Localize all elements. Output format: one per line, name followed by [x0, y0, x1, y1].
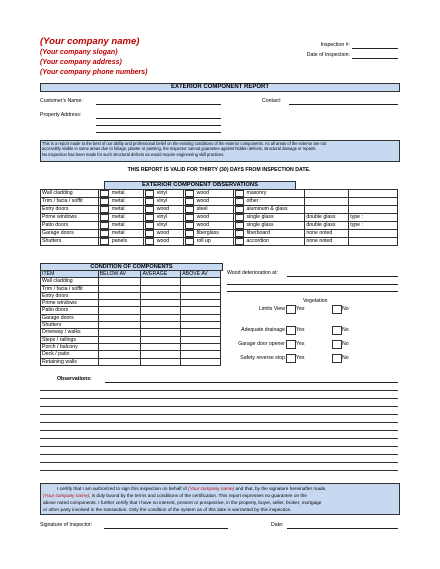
- option-label: double glass: [306, 222, 336, 229]
- option-label: metal: [111, 214, 125, 221]
- condition-below-cell[interactable]: [98, 329, 141, 336]
- observation-row: [41, 206, 398, 214]
- observation-option: [233, 214, 305, 222]
- option-checkbox[interactable]: [145, 198, 154, 205]
- observation-option: [233, 206, 305, 214]
- observations-line[interactable]: [40, 398, 398, 399]
- observation-option: [305, 238, 349, 246]
- condition-below-cell[interactable]: [98, 343, 141, 350]
- observation-option: [98, 222, 143, 230]
- option-checkbox[interactable]: [185, 238, 194, 245]
- condition-average-cell[interactable]: [141, 336, 181, 343]
- observation-option: [349, 230, 398, 238]
- option-label: wood: [156, 238, 170, 245]
- condition-below-cell[interactable]: [98, 351, 141, 358]
- condition-item: Prime windows: [41, 300, 99, 307]
- option-label: fiberboard: [246, 230, 270, 237]
- inspection-number-label: Inspection #:: [320, 42, 350, 48]
- option-checkbox[interactable]: [235, 214, 244, 221]
- no-label: No: [342, 355, 349, 361]
- option-label: vinyl: [156, 198, 168, 205]
- observation-option: [305, 198, 349, 206]
- observation-option: [233, 222, 305, 230]
- certification-text: or other party involved in the transaction. Only the condition of the system as of this date is warranted by this inspection.: [43, 507, 292, 512]
- observation-option: [143, 214, 183, 222]
- option-label: metal: [111, 206, 125, 213]
- option-checkbox[interactable]: [100, 238, 109, 245]
- no-label: No: [342, 327, 349, 333]
- observation-option: [183, 198, 233, 206]
- option-label: single glass: [246, 214, 274, 221]
- limits-view-yes-checkbox[interactable]: [286, 305, 296, 314]
- option-checkbox[interactable]: [145, 190, 154, 197]
- observation-option: [183, 190, 233, 198]
- condition-header-average: AVERAGE: [141, 271, 181, 278]
- company-name: (Your company name): [40, 36, 140, 47]
- wood-deterioration-line-3[interactable]: [227, 291, 398, 292]
- observations-line[interactable]: [40, 422, 398, 423]
- observation-option: [143, 206, 183, 214]
- option-checkbox[interactable]: [100, 206, 109, 213]
- observations-table: [40, 189, 398, 246]
- limits-view-no-checkbox[interactable]: [332, 305, 342, 314]
- condition-above-cell[interactable]: [181, 314, 221, 321]
- observation-item: Patio doors: [41, 222, 99, 230]
- option-checkbox[interactable]: [145, 230, 154, 237]
- option-label: other :: [246, 198, 262, 205]
- condition-item: Garage doors: [41, 314, 99, 321]
- condition-item: Porch / balcony: [41, 343, 99, 350]
- certification-text: and that, by the signature hereinafter made,: [235, 486, 327, 491]
- observations-line[interactable]: [40, 462, 398, 463]
- option-checkbox[interactable]: [185, 222, 194, 229]
- observation-option: [349, 238, 398, 246]
- condition-row: [41, 343, 221, 350]
- option-label: none noted: [306, 230, 333, 237]
- yes-label: Yes: [296, 341, 305, 347]
- option-label: panels: [111, 238, 128, 245]
- option-label: wood: [196, 198, 210, 205]
- observation-option: [98, 238, 143, 246]
- observation-row: [41, 214, 398, 222]
- condition-above-cell[interactable]: [181, 292, 221, 299]
- condition-below-cell[interactable]: [98, 300, 141, 307]
- observation-row: [41, 190, 398, 198]
- certification-company-ref: (Your company name): [188, 486, 235, 491]
- drainage-no-checkbox[interactable]: [332, 326, 342, 335]
- observation-row: [41, 222, 398, 230]
- condition-average-cell[interactable]: [141, 285, 181, 292]
- condition-row: [41, 358, 221, 365]
- condition-below-cell[interactable]: [98, 358, 141, 365]
- option-checkbox[interactable]: [235, 230, 244, 237]
- observation-option: [183, 214, 233, 222]
- vegetation-label: Vegetation: [303, 298, 328, 304]
- condition-above-cell[interactable]: [181, 285, 221, 292]
- certification-box: [40, 483, 400, 515]
- condition-item: Wall cladding: [41, 278, 99, 285]
- option-label: metal: [111, 230, 125, 237]
- disclaimer-line: accessibly visible in some areas due to foliage, plaster or painting, the Inspector cannot guarantee against hidden defects, structural damage or repairs.: [42, 146, 317, 152]
- observation-item: Prime windows: [41, 214, 99, 222]
- option-checkbox[interactable]: [185, 230, 194, 237]
- yes-label: Yes: [296, 306, 305, 312]
- condition-row: [41, 278, 221, 285]
- condition-average-cell[interactable]: [141, 358, 181, 365]
- property-address-line-3[interactable]: [96, 132, 221, 133]
- adequate-drainage-label: Adequate drainage: [241, 327, 285, 333]
- option-label: vinyl: [156, 222, 168, 229]
- condition-average-cell[interactable]: [141, 300, 181, 307]
- observation-option: [98, 214, 143, 222]
- observation-option: [98, 230, 143, 238]
- condition-item: Trim / facia / soffit: [41, 285, 99, 292]
- option-checkbox[interactable]: [145, 206, 154, 213]
- condition-row: [41, 285, 221, 292]
- condition-below-cell[interactable]: [98, 336, 141, 343]
- condition-below-cell[interactable]: [98, 278, 141, 285]
- option-checkbox[interactable]: [235, 222, 244, 229]
- observation-option: [349, 206, 398, 214]
- option-label: none noted: [306, 238, 333, 245]
- disclaimer-line: No inspection has been made for such structural defects as would require engineering skill practices.: [42, 151, 225, 157]
- observation-option: [349, 214, 398, 222]
- observation-option: [143, 190, 183, 198]
- inspection-number-field[interactable]: [352, 48, 398, 49]
- option-checkbox[interactable]: [235, 238, 244, 245]
- wood-deterioration-line-2[interactable]: [227, 284, 398, 285]
- observation-option: [183, 230, 233, 238]
- observations-field[interactable]: [105, 382, 398, 383]
- option-label: metal: [111, 198, 125, 205]
- condition-header-item: ITEM: [41, 271, 99, 278]
- option-checkbox[interactable]: [100, 230, 109, 237]
- signature-date-label: Date:: [271, 522, 284, 528]
- condition-row: [41, 292, 221, 299]
- observations-line[interactable]: [40, 414, 398, 415]
- observation-option: [233, 230, 305, 238]
- observation-item: Shutters: [41, 238, 99, 246]
- no-label: No: [342, 306, 349, 312]
- condition-average-cell[interactable]: [141, 343, 181, 350]
- observations-line[interactable]: [40, 390, 398, 391]
- option-checkbox[interactable]: [235, 190, 244, 197]
- condition-header-above: ABOVE AV: [181, 271, 221, 278]
- observations-line[interactable]: [40, 446, 398, 447]
- company-slogan: (Your company slogan): [40, 49, 118, 56]
- condition-row: [41, 300, 221, 307]
- option-label: type :: [350, 214, 363, 221]
- option-label: metal: [111, 222, 125, 229]
- observation-item: Entry doors: [41, 206, 99, 214]
- inspection-date-field[interactable]: [352, 58, 398, 59]
- option-checkbox[interactable]: [145, 214, 154, 221]
- observation-option: [349, 222, 398, 230]
- option-label: accordion: [246, 238, 269, 245]
- safety-stop-label: Safety reverse stop: [240, 355, 285, 361]
- customer-label: Customer's Name:: [40, 98, 83, 104]
- observation-option: [349, 190, 398, 198]
- observation-option: [143, 230, 183, 238]
- report-title: EXTERIOR COMPONENT REPORT: [40, 83, 400, 92]
- yes-label: Yes: [296, 327, 305, 333]
- condition-header-below: BELOW AV: [98, 271, 141, 278]
- observation-option: [305, 190, 349, 198]
- option-checkbox[interactable]: [185, 198, 194, 205]
- option-label: wood: [196, 214, 210, 221]
- observation-row: [41, 238, 398, 246]
- option-label: single glass: [246, 222, 274, 229]
- observation-option: [305, 230, 349, 238]
- option-checkbox[interactable]: [145, 238, 154, 245]
- garage-opener-yes-checkbox[interactable]: [286, 340, 296, 349]
- option-label: double glass: [306, 214, 336, 221]
- condition-row: [41, 351, 221, 358]
- condition-below-cell[interactable]: [98, 314, 141, 321]
- condition-row: [41, 336, 221, 343]
- condition-item: Steps / railings: [41, 336, 99, 343]
- condition-item: Patio doors: [41, 307, 99, 314]
- observations-line[interactable]: [40, 438, 398, 439]
- observation-option: [233, 198, 305, 206]
- company-address: (Your company address): [40, 59, 122, 66]
- property-label: Property Address:: [40, 112, 82, 118]
- garage-opener-label: Garage door opener: [238, 341, 285, 347]
- wood-deterioration-field[interactable]: [287, 276, 398, 277]
- observation-option: [98, 198, 143, 206]
- option-checkbox[interactable]: [185, 190, 194, 197]
- option-label: fiberglass: [196, 230, 219, 237]
- garage-opener-no-checkbox[interactable]: [332, 340, 342, 349]
- safety-stop-yes-checkbox[interactable]: [286, 354, 296, 363]
- observations-line[interactable]: [40, 470, 398, 471]
- option-label: wood: [156, 206, 170, 213]
- option-label: masonry: [246, 190, 267, 197]
- customer-name-field[interactable]: [96, 104, 221, 105]
- option-label: roll up: [196, 238, 211, 245]
- yes-label: Yes: [296, 355, 305, 361]
- condition-item: Entry doors: [41, 292, 99, 299]
- option-label: metal: [111, 190, 125, 197]
- disclaimer-line: This is a report made to the best of our ability and professional belief on the existing conditions of the exterior components. As all areas of the exterior are not: [42, 141, 327, 146]
- option-checkbox[interactable]: [145, 222, 154, 229]
- option-label: steel: [196, 206, 208, 213]
- condition-row: [41, 322, 221, 329]
- condition-below-cell[interactable]: [98, 322, 141, 329]
- observation-option: [305, 222, 349, 230]
- condition-average-cell[interactable]: [141, 351, 181, 358]
- condition-item: Deck / patio: [41, 351, 99, 358]
- observation-option: [143, 222, 183, 230]
- observation-option: [183, 206, 233, 214]
- wood-deterioration-label: Wood deterioration at:: [227, 270, 278, 276]
- observation-option: [143, 198, 183, 206]
- observation-option: [305, 206, 349, 214]
- condition-average-cell[interactable]: [141, 292, 181, 299]
- observation-option: [349, 198, 398, 206]
- option-checkbox[interactable]: [100, 190, 109, 197]
- option-label: wood: [196, 222, 210, 229]
- inspection-date-label: Date of Inspection:: [306, 52, 350, 58]
- option-checkbox[interactable]: [235, 206, 244, 213]
- observations-line[interactable]: [40, 454, 398, 455]
- condition-row: [41, 329, 221, 336]
- condition-above-cell[interactable]: [181, 278, 221, 285]
- condition-average-cell[interactable]: [141, 329, 181, 336]
- signature-field[interactable]: [104, 528, 228, 529]
- property-address-line-2[interactable]: [96, 125, 221, 126]
- condition-below-cell[interactable]: [98, 292, 141, 299]
- condition-table-title: CONDITION OF COMPONENTS: [40, 263, 223, 271]
- disclaimer-box: [40, 140, 400, 162]
- option-checkbox[interactable]: [235, 198, 244, 205]
- observation-item: Wall cladding: [41, 190, 99, 198]
- observations-label: Observations:: [57, 376, 92, 382]
- option-label: aluminum & glass: [246, 206, 288, 213]
- observation-option: [98, 190, 143, 198]
- observation-option: [183, 238, 233, 246]
- certification-text: I certify that I am authorized to sign this inspection on behalf of: [57, 486, 187, 491]
- observation-option: [233, 190, 305, 198]
- option-checkbox[interactable]: [100, 214, 109, 221]
- option-checkbox[interactable]: [185, 206, 194, 213]
- condition-row: [41, 307, 221, 314]
- property-address-line-1[interactable]: [96, 118, 221, 119]
- condition-below-cell[interactable]: [98, 285, 141, 292]
- option-label: vinyl: [156, 190, 168, 197]
- observation-item: Trim / facia / soffit: [41, 198, 99, 206]
- certification-company-ref: (Your company name): [43, 493, 90, 498]
- option-checkbox[interactable]: [185, 214, 194, 221]
- condition-average-cell[interactable]: [141, 307, 181, 314]
- condition-average-cell[interactable]: [141, 314, 181, 321]
- observation-item: Garage doors: [41, 230, 99, 238]
- option-label: wood: [196, 190, 210, 197]
- validity-notice: THIS REPORT IS VALID FOR THIRTY (30) DAYS FROM INSPECTION DATE.: [127, 167, 311, 173]
- observation-option: [143, 238, 183, 246]
- condition-table: [40, 270, 221, 366]
- condition-average-cell[interactable]: [141, 278, 181, 285]
- condition-item: Retaining walls: [41, 358, 99, 365]
- option-checkbox[interactable]: [100, 198, 109, 205]
- observation-option: [233, 238, 305, 246]
- option-label: vinyl: [156, 214, 168, 221]
- signature-label: Signature of Inspector:: [40, 522, 93, 528]
- observations-line[interactable]: [40, 406, 398, 407]
- condition-below-cell[interactable]: [98, 307, 141, 314]
- observation-row: [41, 198, 398, 206]
- observation-option: [305, 214, 349, 222]
- observation-option: [183, 222, 233, 230]
- option-checkbox[interactable]: [100, 222, 109, 229]
- condition-item: Shutters: [41, 322, 99, 329]
- condition-average-cell[interactable]: [141, 322, 181, 329]
- observations-table-title: EXTERIOR COMPONENT OBSERVATIONS: [104, 181, 296, 190]
- observation-row: [41, 230, 398, 238]
- company-phone: (Your company phone numbers): [40, 69, 148, 76]
- certification-text: above noted components. I further certify that I have no interest, present or prospective, in the property, buyer, seller, broker, mortgage: [43, 500, 322, 505]
- condition-row: [41, 314, 221, 321]
- limits-view-label: Limits View: [258, 306, 285, 312]
- certification-text: , is duly bound by the terms and conditions of the certification. This report expresses no guarantee on the: [89, 493, 307, 498]
- signature-date-field[interactable]: [287, 528, 398, 529]
- no-label: No: [342, 341, 349, 347]
- option-label: wood: [156, 230, 170, 237]
- option-label: type :: [350, 222, 363, 229]
- condition-header-row: [41, 271, 221, 278]
- condition-item: Driveway / walks: [41, 329, 99, 336]
- observations-line[interactable]: [40, 430, 398, 431]
- observation-option: [98, 206, 143, 214]
- contact-label: Contact:: [262, 98, 282, 104]
- safety-stop-no-checkbox[interactable]: [332, 354, 342, 363]
- drainage-yes-checkbox[interactable]: [286, 326, 296, 335]
- contact-field[interactable]: [289, 104, 398, 105]
